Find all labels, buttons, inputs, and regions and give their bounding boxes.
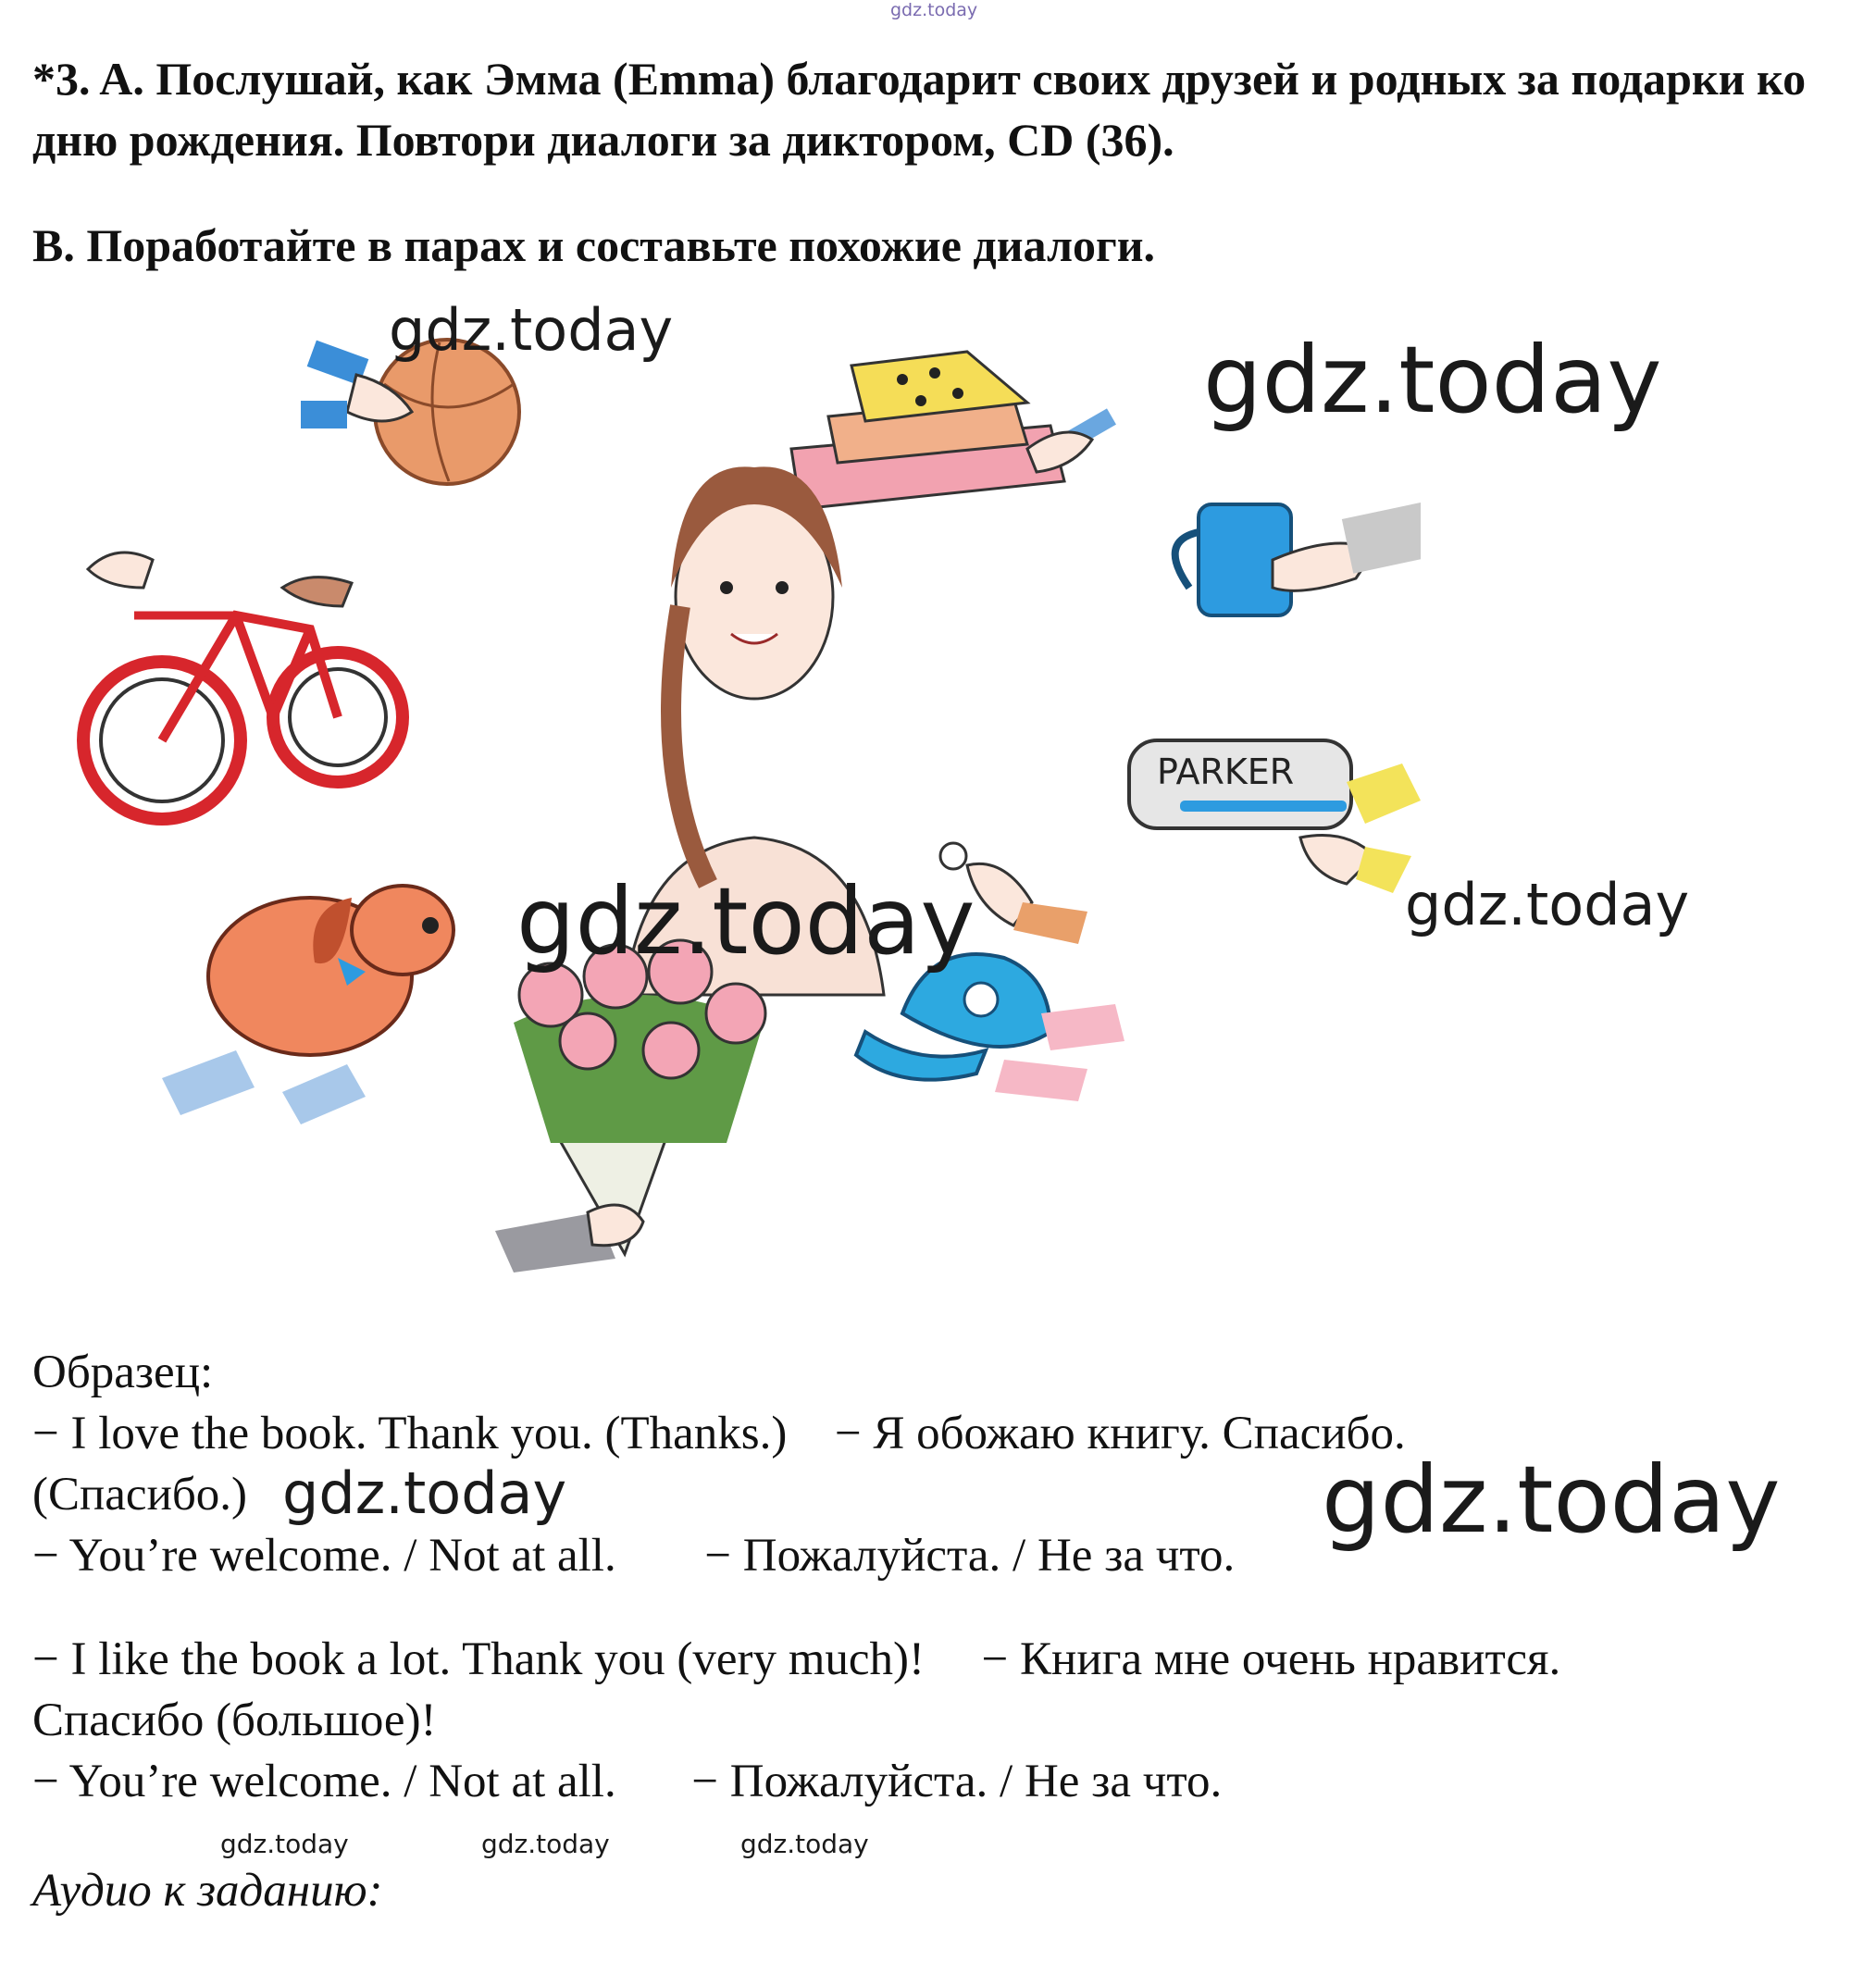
gifts-illustration	[32, 310, 1421, 1300]
watermark: gdz.today	[481, 1829, 610, 1859]
dialogue-2-reply-line	[32, 1751, 1846, 1812]
dialogue-2-reply-en: − You’re welcome. / Not at all.	[32, 1756, 616, 1807]
watermark: gdz.today	[1322, 1446, 1781, 1554]
sample-label: Образец:	[32, 1347, 214, 1398]
dialogue-1-reply-en: − You’re welcome. / Not at all.	[32, 1530, 616, 1582]
watermark: gdz.today	[282, 1459, 567, 1527]
parker-label: PARKER	[1157, 751, 1295, 792]
dialogue-1-ru-cont: (Спасибо.)	[32, 1469, 248, 1521]
mug-gift	[1175, 498, 1421, 615]
dialogue-2-en: − I like the book a lot. Thank you (very much)!	[32, 1633, 925, 1685]
dialogue-2-ru: − Книга мне очень нравится.	[981, 1633, 1561, 1685]
bicycle-gift	[83, 552, 403, 819]
toy-dog-gift	[162, 886, 453, 1124]
watermark: gdz.today	[516, 867, 975, 975]
flowers-gift	[495, 940, 765, 1273]
dialogue-2-ru-cont: Спасибо (большое)!	[32, 1695, 437, 1746]
watermark: gdz.today	[890, 0, 978, 20]
dialogue-2-reply-ru: − Пожалуйста. / Не за что.	[691, 1756, 1223, 1807]
watermark: gdz.today	[389, 296, 674, 364]
watermark: gdz.today	[1203, 326, 1662, 434]
cap-gift	[856, 954, 1124, 1101]
task-heading-b: B. Поработайте в парах и составьте похожие диалоги.	[32, 219, 1156, 271]
watermark: gdz.today	[1405, 871, 1690, 938]
task-heading-a: *3. A. Послушай, как Эмма (Emma) благодарит своих друзей и родных за подарки ко дню рождения. Повтори диалоги за диктором, CD (36).	[32, 53, 1807, 166]
watermark: gdz.today	[740, 1829, 869, 1859]
audio-label[interactable]: Аудио к заданию:	[32, 1865, 383, 1917]
books-gift	[791, 352, 1116, 509]
pen-case-gift	[1129, 740, 1421, 893]
dialogue-2-line	[32, 1629, 1846, 1690]
watermark: gdz.today	[220, 1829, 349, 1859]
dialogue-1-reply-ru: − Пожалуйста. / Не за что.	[704, 1530, 1236, 1582]
dialogue-1-ru: − Я обожаю книгу. Спасибо.	[834, 1408, 1406, 1459]
dialogue-1-en: − I love the book. Thank you. (Thanks.)	[32, 1408, 788, 1459]
